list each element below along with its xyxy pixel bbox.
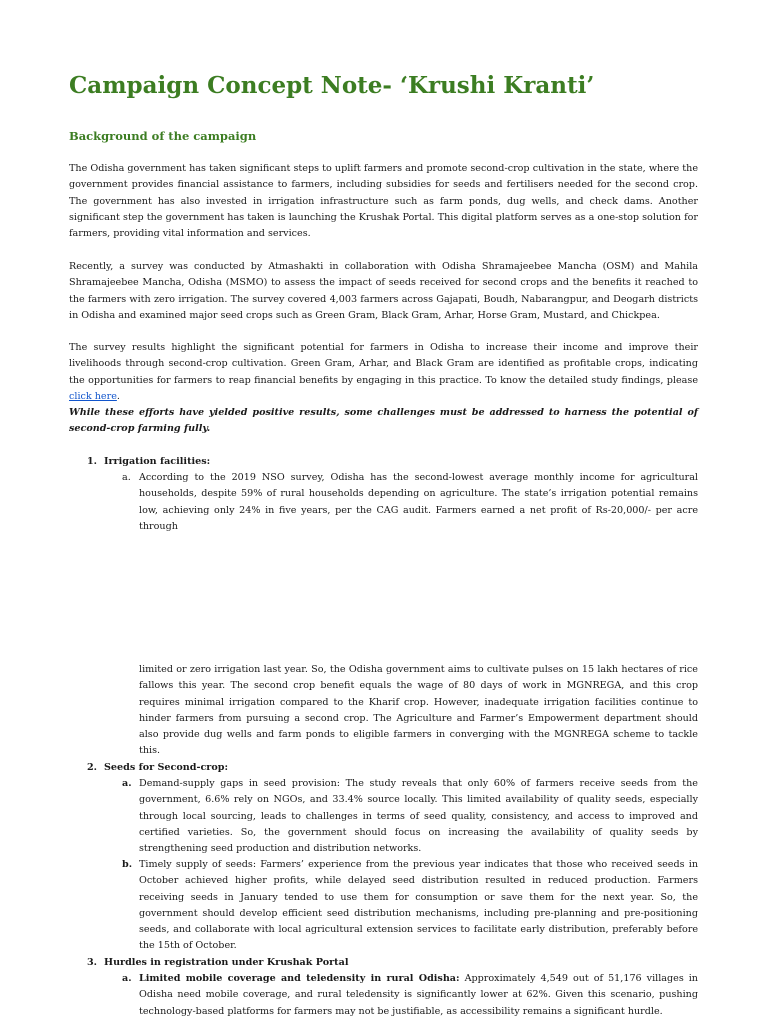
section-3-item-a-text: Approximately 4,549 out of 51,176 villages in Odisha need mobile coverage, and rural teledensity is significantly lower at 62%. Given this scenario, pushing technology-based platforms for farmers may not be justifiable, as accessibility remains a significant hurdle.	[139, 973, 698, 1017]
page-title: Campaign Concept Note- ‘Krushi Kranti’	[69, 72, 595, 99]
section-2-item-a: Demand-supply gaps in seed provision: The study reveals that only 60% of farmers receive seeds from the government, 6.6% rely on NGOs, and 33.4% source locally. This limited availability of quality seeds, especially through local sourcing, leads to challenges in terms of seed quality, consistency, and access to improved and certified varieties. So, the government should focus on increasing the availability of quality seeds by strengthening seed production and distribution networks.	[139, 778, 698, 855]
section-2-heading: Seeds for Second-crop:	[104, 762, 228, 773]
section-1-number: 1.	[87, 456, 98, 467]
section-1-heading: Irrigation facilities:	[104, 456, 211, 467]
click-here-link[interactable]: click here	[69, 390, 117, 402]
section-2-item-b-marker: b.	[122, 859, 133, 870]
section-3-heading: Hurdles in registration under Krushak Portal	[104, 957, 349, 968]
section-3-number: 3.	[87, 957, 98, 968]
challenge-statement: While these efforts have yielded positive results, some challenges must be addressed to harness the potential of second-crop farming fully.	[69, 407, 698, 435]
paragraph-results-text: The survey results highlight the significant potential for farmers in Odisha to increase their income and improve their livelihoods through second-crop cultivation. Green Gram, Arhar, and Black Gram are identified as profitable crops, indicating the opportunities for farmers to reap financial benefits by engaging in this practice. To know the detailed study findings, please	[69, 342, 698, 386]
background-heading: Background of the campaign	[69, 129, 257, 143]
section-1-item-a-marker: a.	[122, 472, 131, 483]
section-1-item-a-continued: limited or zero irrigation last year. So, the Odisha government aims to cultivate pulses on 15 lakh hectares of rice fallows this year. The second crop benefit equals the wage of 80 days of work in MGNREGA, and this crop requires minimal irrigation compared to the Kharif crop. However, inadequate irrigation facilities continue to hinder farmers from pursuing a second crop. The Agriculture and Farmer’s Empowerment department should also provide dug wells and farm ponds to eligible farmers in converging with the MGNREGA scheme to tackle this.	[139, 664, 698, 757]
section-2-number: 2.	[87, 762, 98, 773]
section-3-item-a	[139, 971, 698, 1020]
section-2-item-a-marker: a.	[122, 778, 132, 789]
section-3-item-a-lead: Limited mobile coverage and teledensity in rural Odisha:	[139, 973, 460, 984]
section-3-item-a-marker: a.	[122, 973, 132, 984]
paragraph-survey: Recently, a survey was conducted by Atmashakti in collaboration with Odisha Shramajeebee Mancha (OSM) and Mahila Shramajeebee Mancha, Odisha (MSMO) to assess the impact of seeds received for second crops and the benefits it reached to the farmers with zero irrigation. The survey covered 4,003 farmers across Gajapati, Boudh, Nabarangpur, and Deogarh districts in Odisha and examined major seed crops such as Green Gram, Black Gram, Arhar, Horse Gram, Mustard, and Chickpea.	[69, 261, 698, 321]
paragraph-results	[69, 340, 698, 405]
section-1-item-a: According to the 2019 NSO survey, Odisha has the second-lowest average monthly income for agricultural households, despite 59% of rural households depending on agriculture. The state’s irrigation potential remains low, achieving only 24% in five years, per the CAG audit. Farmers earned a net profit of Rs-20,000/- per acre through	[139, 472, 698, 532]
section-2-item-b: Timely supply of seeds: Farmers’ experience from the previous year indicates that those who received seeds in October achieved higher profits, while delayed seed distribution resulted in reduced production. Farmers receiving seeds in January tended to use them for consumption or save them for the next year. So, the government should develop efficient seed distribution mechanisms, including pre-planning and pre-positioning seeds, and collaborate with local agricultural extension services to facilitate early distribution, preferably before the 15th of October.	[139, 859, 698, 952]
paragraph-intro: The Odisha government has taken significant steps to uplift farmers and promote second-crop cultivation in the state, where the government provides financial assistance to farmers, including subsidies for seeds and fertilisers needed for the second crop. The government has also invested in irrigation infrastructure such as farm ponds, dug wells, and check dams. Another significant step the government has taken is launching the Krushak Portal. This digital platform serves as a one-stop solution for farmers, providing vital information and services.	[69, 163, 698, 240]
paragraph-results-end: .	[116, 390, 120, 402]
